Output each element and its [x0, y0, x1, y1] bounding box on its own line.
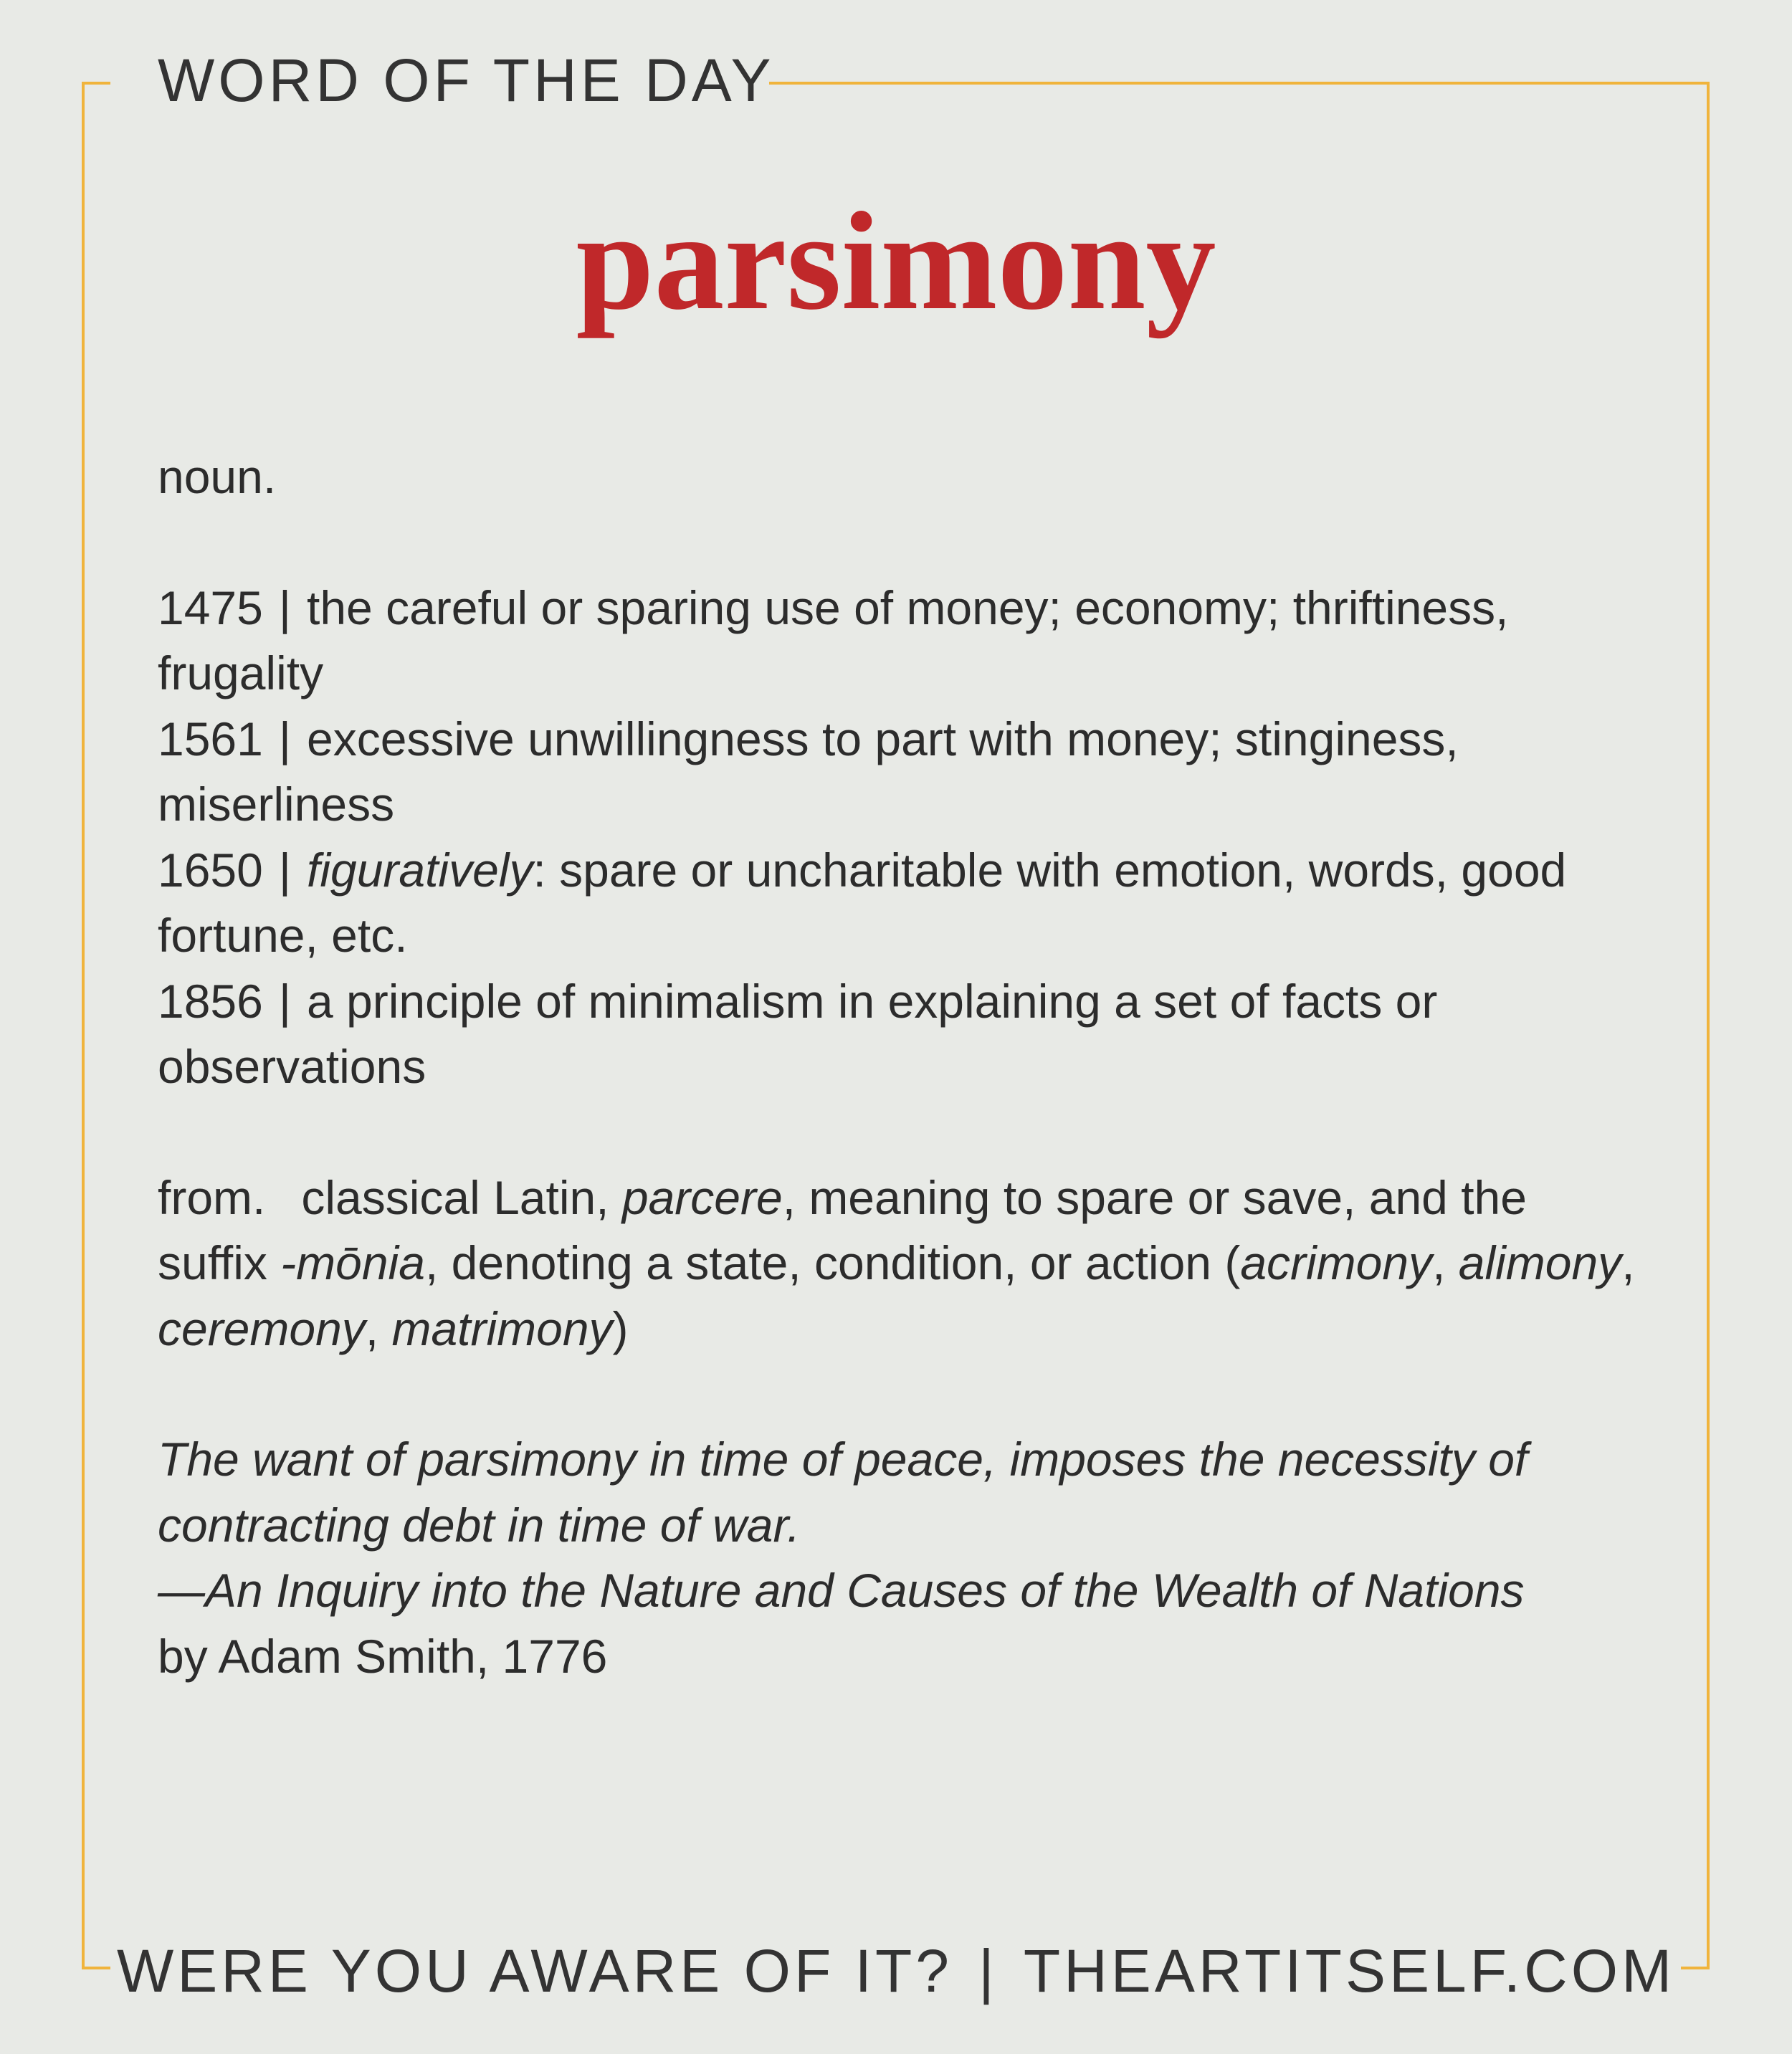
etymology-close: ) [612, 1301, 629, 1355]
definition-body [158, 444, 1649, 1689]
etymology-example: acrimony [1240, 1236, 1433, 1289]
etymology-comma: , [1432, 1236, 1459, 1289]
headword [0, 183, 1792, 340]
frame-right-edge [1707, 82, 1710, 1969]
sense-4 [158, 969, 1649, 1100]
etymology-label: from. [158, 1170, 266, 1224]
quotation-byline: by Adam Smith, 1776 [158, 1629, 608, 1683]
sense-definition: the careful or sparing use of money; economy; thriftiness, frugality [158, 581, 1509, 699]
etymology-text: classical Latin, [301, 1170, 622, 1224]
footer-tagline: WERE YOU AWARE OF IT? [116, 1937, 953, 2005]
frame-top-right-edge [769, 82, 1710, 85]
sense-year: 1856 [158, 974, 263, 1028]
footer-website[interactable]: THEARTITSELF.COM [1023, 1937, 1676, 2005]
footer [0, 1935, 1792, 2007]
sense-1 [158, 575, 1649, 707]
sense-separator: | [278, 974, 291, 1028]
sense-year: 1475 [158, 581, 263, 634]
etymology-term: parcere [621, 1170, 783, 1224]
quotation [158, 1427, 1649, 1689]
sense-definition: a principle of minimalism in explaining a set of facts or observations [158, 974, 1438, 1093]
sense-3 [158, 838, 1649, 969]
sense-separator: | [278, 843, 291, 897]
etymology-comma: , [365, 1301, 392, 1355]
frame-left-edge [82, 82, 85, 1969]
sense-year: 1561 [158, 712, 263, 765]
sense-qualifier: figuratively [306, 843, 533, 897]
sense-definition: : spare or uncharitable with emotion, words, good fortune, etc. [158, 843, 1567, 962]
etymology-example: ceremony [158, 1301, 366, 1355]
headword-text: parsimony [576, 183, 1216, 339]
quotation-source: —An Inquiry into the Nature and Causes of the Wealth of Nations [158, 1564, 1525, 1617]
sense-separator: | [278, 712, 291, 765]
etymology [158, 1165, 1649, 1362]
etymology-text: , meaning to spare or save, and the suffix [158, 1170, 1527, 1289]
sense-definition: excessive unwillingness to part with money; stinginess, miserliness [158, 712, 1459, 831]
etymology-text: , denoting a state, condition, or action ( [424, 1236, 1241, 1289]
etymology-example: alimony [1458, 1236, 1622, 1289]
etymology-example: matrimony [391, 1301, 613, 1355]
part-of-speech: noun. [158, 450, 277, 503]
sense-2 [158, 707, 1649, 838]
header-label: WORD OF THE DAY [158, 47, 775, 114]
footer-separator: | [978, 1937, 998, 2005]
sense-separator: | [278, 581, 291, 634]
etymology-comma: , [1621, 1236, 1635, 1289]
quotation-text: The want of parsimony in time of peace, imposes the necessity of contracting debt in time of war. [158, 1433, 1528, 1552]
etymology-suffix: -mōnia [280, 1236, 425, 1289]
sense-year: 1650 [158, 843, 263, 897]
frame-top-left-edge [82, 82, 110, 85]
